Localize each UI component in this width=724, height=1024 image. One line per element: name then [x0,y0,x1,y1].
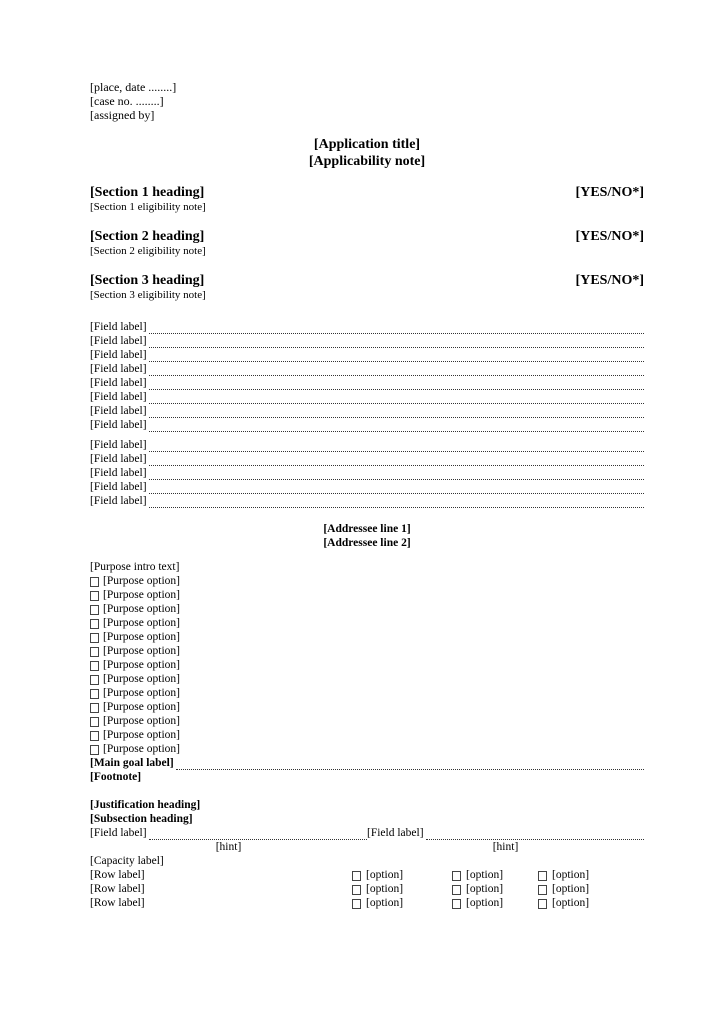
representative-field-label: [Field label] [90,495,147,507]
capacity-option-label: [option] [552,869,590,881]
applicant-field-label: [Field label] [90,349,147,361]
checkbox-icon[interactable] [452,885,461,895]
capacity-row-label: [Row label] [90,883,145,895]
checkbox-icon[interactable] [352,885,361,895]
checkbox-icon[interactable] [90,577,99,587]
fill-line[interactable] [149,483,644,494]
applicant-field-label: [Field label] [90,377,147,389]
header-block [90,80,644,122]
justification-block [90,798,644,910]
section-1-heading: [Section 1 heading] [90,185,205,200]
applicant-field[interactable] [90,348,644,362]
purpose-option-label: [Purpose option] [103,575,180,587]
section-1-note: [Section 1 eligibility note] [90,201,206,213]
fill-line[interactable] [426,829,644,840]
fill-line[interactable] [149,421,644,432]
capacity-option-label: [option] [466,883,504,895]
applicant-field[interactable] [90,362,644,376]
applicant-field[interactable] [90,334,644,348]
purpose-option[interactable] [90,602,644,616]
section-2-answer[interactable]: [YES/NO*] [575,229,644,244]
purpose-option[interactable] [90,742,644,756]
form-title [90,136,644,170]
representative-field[interactable] [90,438,644,452]
application-form [90,80,644,910]
capacity-row [90,882,644,896]
checkbox-icon[interactable] [90,703,99,713]
capacity-option[interactable] [538,868,618,882]
status-hints [90,840,644,854]
checkbox-icon[interactable] [90,689,99,699]
fill-line[interactable] [149,829,367,840]
purpose-option-label: [Purpose option] [103,631,180,643]
purpose-intro: [Purpose intro text] [90,561,180,573]
capacity-label: [Capacity label] [90,855,164,867]
fill-line[interactable] [149,379,644,390]
purpose-option[interactable] [90,630,644,644]
checkbox-icon[interactable] [90,731,99,741]
applicant-fields [90,320,644,432]
fill-line[interactable] [149,497,644,508]
checkbox-icon[interactable] [352,899,361,909]
capacity-option[interactable] [352,868,452,882]
checkbox-icon[interactable] [90,633,99,643]
purpose-option-label: [Purpose option] [103,673,180,685]
checkbox-icon[interactable] [90,745,99,755]
assigned-by-note: [assigned by] [90,108,155,122]
section-2-note: [Section 2 eligibility note] [90,245,206,257]
form-title-line-1: [Application title] [313,137,421,152]
applicant-field-label: [Field label] [90,363,147,375]
section-3-heading: [Section 3 heading] [90,273,205,288]
representative-field[interactable] [90,452,644,466]
applicant-field-label: [Field label] [90,335,147,347]
purpose-option-label: [Purpose option] [103,687,180,699]
purpose-option[interactable] [90,588,644,602]
representative-field[interactable] [90,466,644,480]
representative-fields [90,438,644,508]
capacity-row-label: [Row label] [90,897,145,909]
purpose-option-label: [Purpose option] [103,715,180,727]
purpose-option-label: [Purpose option] [103,659,180,671]
status-fields[interactable] [90,826,644,840]
section-1-answer[interactable]: [YES/NO*] [575,185,644,200]
checkbox-icon[interactable] [90,605,99,615]
checkbox-icon[interactable] [90,647,99,657]
addressee-line-1: [Addressee line 1] [323,523,411,535]
purpose-checklist [90,560,644,784]
section-2 [90,228,644,258]
checkbox-icon[interactable] [452,899,461,909]
capacity-option[interactable] [452,882,538,896]
marital-hint: [hint] [215,841,242,853]
applicant-field[interactable] [90,376,644,390]
purpose-option-label: [Purpose option] [103,617,180,629]
marital-label: [Field label] [90,827,147,839]
fill-line[interactable] [149,455,644,466]
purpose-option[interactable] [90,700,644,714]
applicant-field-label: [Field label] [90,419,147,431]
main-goal-field[interactable] [90,756,644,770]
applicant-field-label: [Field label] [90,405,147,417]
purpose-option-label: [Purpose option] [103,729,180,741]
section-3-answer[interactable]: [YES/NO*] [575,273,644,288]
purpose-option[interactable] [90,714,644,728]
capacity-option-label: [option] [552,883,590,895]
capacity-option[interactable] [452,868,538,882]
purpose-option[interactable] [90,644,644,658]
fill-line[interactable] [176,759,644,770]
fill-line[interactable] [149,365,644,376]
capacity-option-label: [option] [466,897,504,909]
capacity-option[interactable] [352,896,452,910]
capacity-option[interactable] [538,896,618,910]
capacity-option-label: [option] [366,869,404,881]
representative-field-label: [Field label] [90,439,147,451]
representative-field-label: [Field label] [90,481,147,493]
applicant-field[interactable] [90,320,644,334]
checkbox-icon[interactable] [538,871,547,881]
capacity-row [90,896,644,910]
justification-heading: [Justification heading] [90,799,201,811]
purpose-option-label: [Purpose option] [103,701,180,713]
applicant-field[interactable] [90,418,644,432]
section-2-heading: [Section 2 heading] [90,229,205,244]
family-hint: [hint] [492,841,519,853]
capacity-option-label: [option] [552,897,590,909]
purpose-option[interactable] [90,672,644,686]
representative-field-label: [Field label] [90,467,147,479]
purpose-option-label: [Purpose option] [103,743,180,755]
checkbox-icon[interactable] [452,871,461,881]
checkbox-icon[interactable] [90,591,99,601]
capacity-option-label: [option] [366,897,404,909]
purpose-option[interactable] [90,658,644,672]
representative-field-label: [Field label] [90,453,147,465]
checkbox-icon[interactable] [352,871,361,881]
fill-line[interactable] [149,407,644,418]
checkbox-icon[interactable] [90,675,99,685]
capacity-row-label: [Row label] [90,869,145,881]
checkbox-icon[interactable] [90,717,99,727]
main-goal-label: [Main goal label] [90,757,174,769]
justification-subheading: [Subsection heading] [90,813,193,825]
section-3 [90,272,644,302]
purpose-option-label: [Purpose option] [103,603,180,615]
representative-field[interactable] [90,480,644,494]
capacity-option[interactable] [538,882,618,896]
form-title-line-2: [Applicability note] [308,154,426,169]
fill-line[interactable] [149,393,644,404]
purpose-footnote: [Footnote] [90,771,142,783]
purpose-option[interactable] [90,616,644,630]
checkbox-icon[interactable] [538,899,547,909]
addressee-block [90,522,644,550]
fill-line[interactable] [149,469,644,480]
family-label: [Field label] [367,827,424,839]
case-number-line: [case no. ........] [90,94,164,108]
capacity-option[interactable] [452,896,538,910]
applicant-field[interactable] [90,390,644,404]
capacity-option-label: [option] [466,869,504,881]
applicant-field[interactable] [90,404,644,418]
addressee-line-2: [Addressee line 2] [323,537,411,549]
section-3-note: [Section 3 eligibility note] [90,289,206,301]
purpose-option-label: [Purpose option] [103,589,180,601]
fill-line[interactable] [149,351,644,362]
section-1 [90,184,644,214]
applicant-field-label: [Field label] [90,321,147,333]
purpose-option[interactable] [90,574,644,588]
representative-field[interactable] [90,494,644,508]
capacity-option-label: [option] [366,883,404,895]
fill-line[interactable] [149,441,644,452]
capacity-option[interactable] [352,882,452,896]
applicant-field-label: [Field label] [90,391,147,403]
fill-line[interactable] [149,323,644,334]
place-date-line: [place, date ........] [90,80,177,94]
checkbox-icon[interactable] [90,661,99,671]
purpose-option[interactable] [90,686,644,700]
capacity-row [90,868,644,882]
purpose-option[interactable] [90,728,644,742]
checkbox-icon[interactable] [90,619,99,629]
fill-line[interactable] [149,337,644,348]
checkbox-icon[interactable] [538,885,547,895]
purpose-option-label: [Purpose option] [103,645,180,657]
